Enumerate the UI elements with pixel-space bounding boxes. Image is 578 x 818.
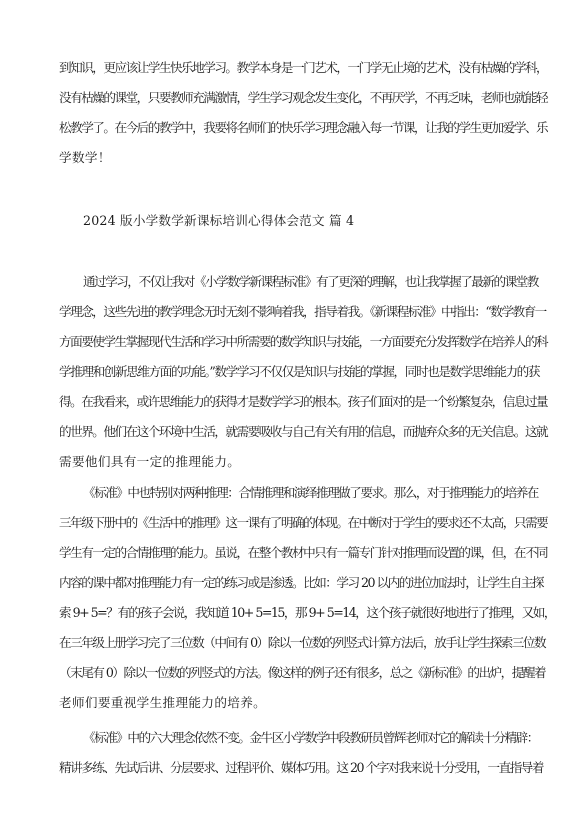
text-line: 到知识，更应该让学生快乐地学习。教学本身是一门艺术，一门学无止境的艺术，没有枯燥的学科， — [59, 60, 548, 75]
text-line: 通过学习，不仅让我对《小学数学新课程标准》有了更深的理解，也让我掌握了最新的课堂教 — [83, 274, 538, 289]
text-line: 《标准》中也特别对两种推理：合情推理和演绎推理做了要求。那么，对于推理能力的培养在 — [83, 485, 538, 500]
text-line: 没有枯燥的课堂，只要教师充满激情，学生学习观念发生变化，不再厌学，不再乏味，老师也就能轻 — [59, 90, 548, 105]
text-line: 《标准》中的六大理念依然不变。金牛区小学数学中段教研员曾辉老师对它的解读十分精辟： — [83, 730, 538, 745]
text-line: 学理念，这些先进的教学理念无时无刻不影响着我，指导着我。《新课程标准》中指出：“数学教育一 — [59, 304, 546, 319]
text-line: 得。在我看来，或许思维能力的获得才是数学学习的根本。孩子们面对的是一个纷繁复杂，信息过量 — [59, 394, 548, 409]
text-line: 学生有一定的合情推理的能力。虽说，在整个教材中只有一篇专门针对推理而设置的课，但，在不同 — [59, 545, 548, 560]
text-line: 学推理和创新思维方面的功能。”数学学习不仅仅是知识与技能的掌握，同时也是数学思维能力的获 — [59, 364, 540, 379]
text-line: 在三年级上册学习完了三位数（中间有 0）除以一位数的列竖式计算方法后，放手让学生探索三位数 — [59, 635, 546, 650]
text-line: （末尾有 0）除以一位数的列竖式的方法。像这样的例子还有很多，总之《新标准》的出炉，提醒着 — [59, 665, 546, 680]
text-line: 老师们要重视学生推理能力的培养。 — [59, 695, 267, 710]
text-line: 的世界。他们在这个环境中生活，就需要吸收与自己有关有用的信息，而抛弃众多的无关信息。这就 — [59, 424, 548, 439]
text-line: 学数学！ — [59, 150, 111, 165]
text-line: 索 9+ 5=？有的孩子会说，我知道 10+ 5=15，那 9+ 5=14，这个孩子就很好地进行了推理，又如， — [59, 605, 555, 620]
text-line: 松教学了。在今后的教学中，我要将名师们的快乐学习理念融入每一节课，让我的学生更加爱学、乐 — [59, 120, 548, 135]
text-line: 方面要使学生掌握现代生活和学习中所需要的数学知识与技能，一方面要充分发挥数学在培养人的科 — [59, 334, 548, 349]
text-line: 需要他们具有一定的推理能力。 — [59, 454, 241, 469]
text-line: 三年级下册中的《生活中的推理》这一课有了明确的体现。在中断对于学生的要求还不太高，只需要 — [59, 515, 548, 530]
text-line: 精讲多练、先试后讲、分层要求、过程评价、媒体巧用。这 20 个字对我来说十分受用，一直指导着 — [59, 760, 543, 775]
section-heading: 2024 版小学数学新课标培训心得体会范文 篇 4 — [83, 213, 355, 228]
text-line: 内容的课中都对推理能力有一定的练习或是渗透。比如：学习 20 以内的进位加法时，让学生自主探 — [59, 575, 543, 590]
